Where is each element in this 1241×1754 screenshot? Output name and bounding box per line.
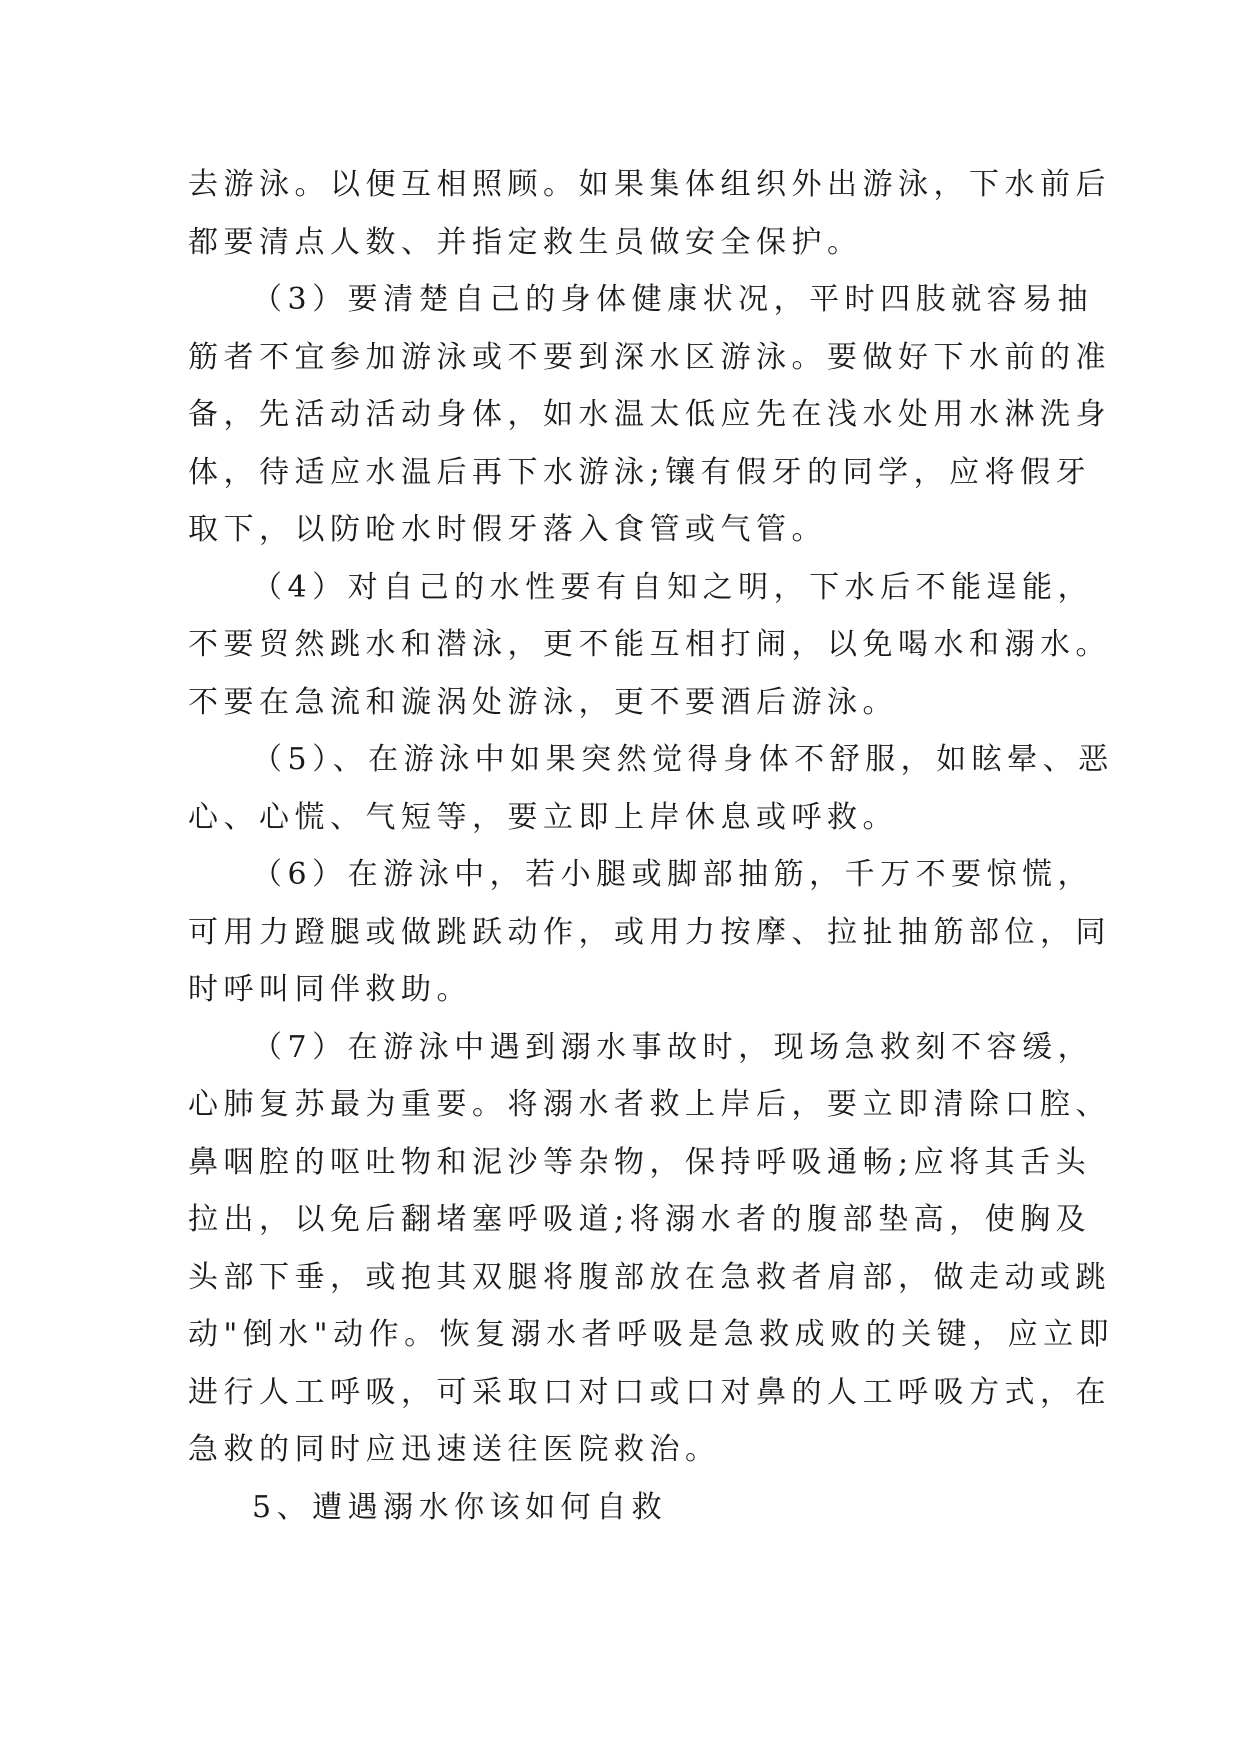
text-line: 心肺复苏最为重要。将溺水者救上岸后，要立即清除口腔、	[188, 1087, 1111, 1122]
paragraph-start-line: （3）要清楚自己的身体健康状况，平时四肢就容易抽	[252, 282, 1094, 317]
text-line: 备，先活动活动身体，如水温太低应先在浅水处用水淋洗身	[188, 397, 1111, 432]
section-heading: 5、遭遇溺水你该如何自救	[252, 1489, 668, 1525]
text-line: 可用力蹬腿或做跳跃动作，或用力按摩、拉扯抽筋部位，同	[188, 914, 1111, 950]
text-line: 去游泳。以便互相照顾。如果集体组织外出游泳，下水前后	[188, 167, 1111, 202]
text-line: 体，待适应水温后再下水游泳;镶有假牙的同学，应将假牙	[188, 454, 1092, 490]
text-line: 筋者不宜参加游泳或不要到深水区游泳。要做好下水前的准	[188, 339, 1111, 375]
text-line: 都要清点人数、并指定救生员做安全保护。	[188, 224, 863, 260]
text-line: 头部下垂，或抱其双腿将腹部放在急救者肩部，做走动或跳	[188, 1259, 1111, 1295]
text-line: 不要在急流和漩涡处游泳，更不要酒后游泳。	[188, 684, 898, 720]
text-line: 急救的同时应迅速送往医院救治。	[188, 1432, 721, 1467]
text-line: 心、心慌、气短等，要立即上岸休息或呼救。	[188, 799, 898, 835]
text-line: 动"倒水"动作。恢复溺水者呼吸是急救成败的关键，应立即	[188, 1317, 1115, 1352]
paragraph-start-line: （7）在游泳中遇到溺水事故时，现场急救刻不容缓，	[252, 1029, 1094, 1065]
document-body	[188, 156, 1115, 1536]
text-line: 鼻咽腔的呕吐物和泥沙等杂物，保持呼吸通畅;应将其舌头	[188, 1144, 1092, 1180]
text-line: 拉出，以免后翻堵塞呼吸道;将溺水者的腹部垫高，使胸及	[188, 1202, 1092, 1237]
paragraph-start-line: （4）对自己的水性要有自知之明，下水后不能逞能，	[252, 569, 1094, 605]
paragraph-start-line: （6）在游泳中，若小腿或脚部抽筋，千万不要惊慌，	[252, 857, 1094, 892]
text-line: 进行人工呼吸，可采取口对口或口对鼻的人工呼吸方式，在	[188, 1374, 1111, 1410]
text-line: 不要贸然跳水和潜泳，更不能互相打闹，以免喝水和溺水。	[188, 627, 1111, 662]
text-line: 时呼叫同伴救助。	[188, 972, 472, 1007]
text-line: 取下，以防呛水时假牙落入食管或气管。	[188, 512, 827, 547]
paragraph-start-line: （5）、在游泳中如果突然觉得身体不舒服，如眩晕、恶	[252, 742, 1114, 777]
